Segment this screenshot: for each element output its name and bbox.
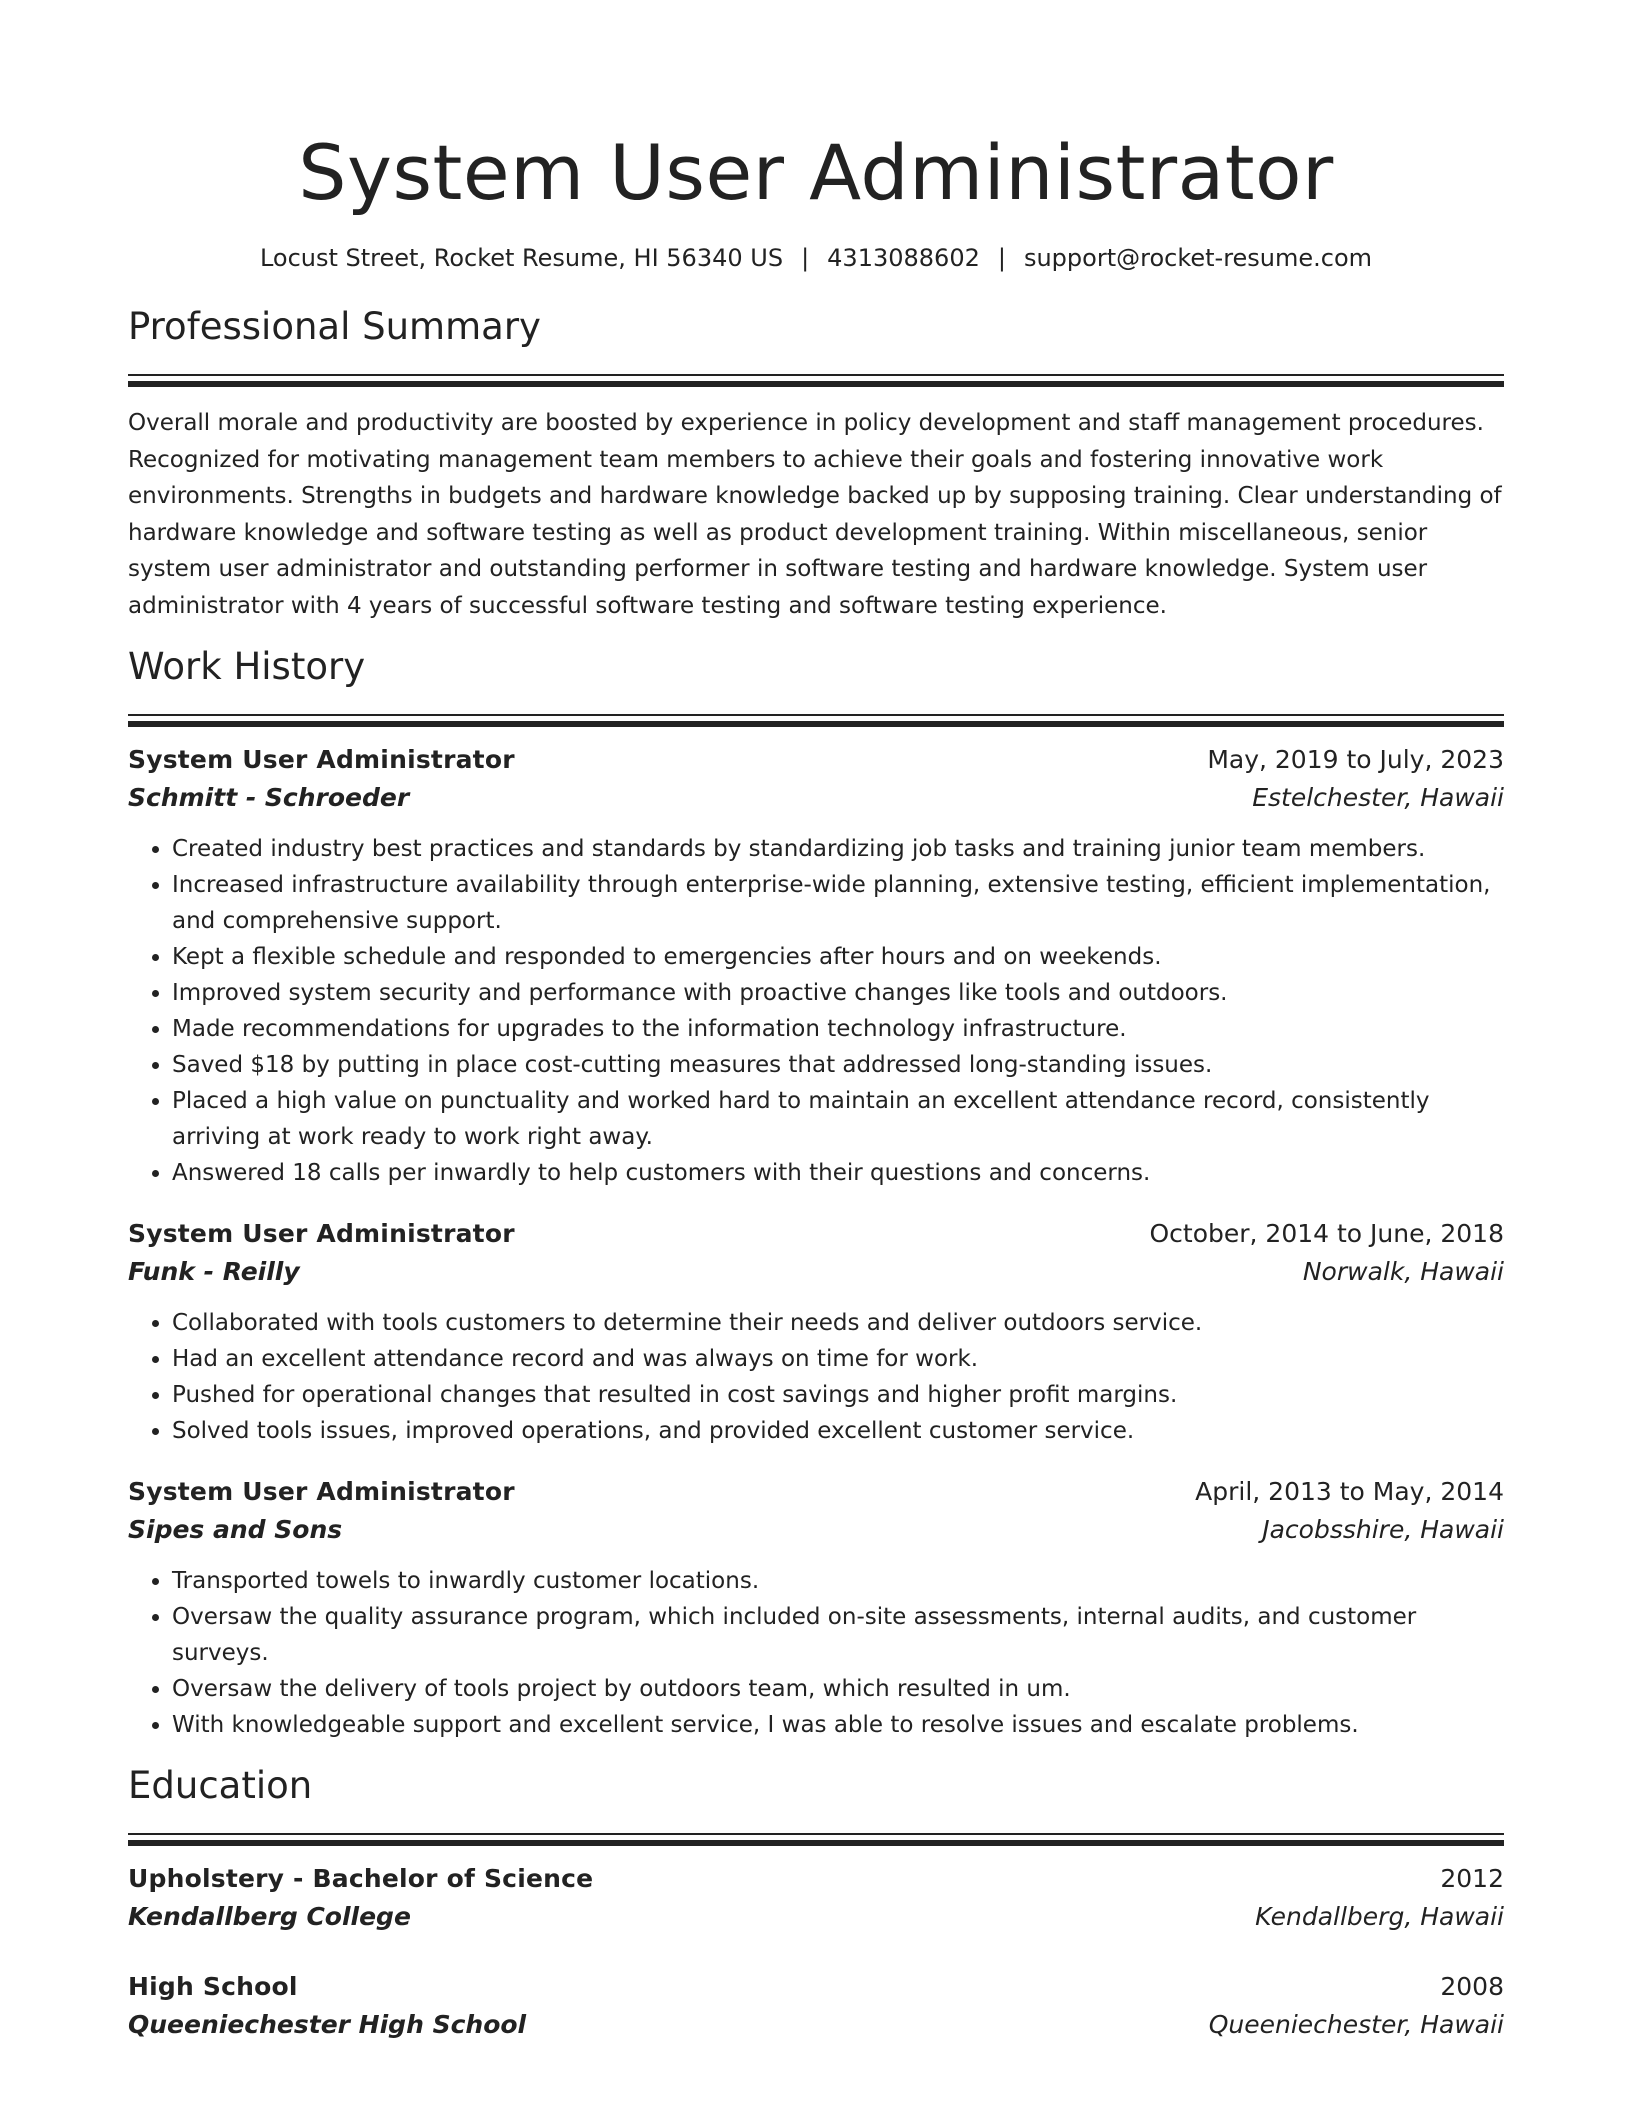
- section-divider: [128, 381, 1504, 387]
- job-bullet: • Saved $18 by putting in place cost-cutting measures that addressed long-standing issues.: [172, 1047, 1504, 1083]
- education-header: [128, 1860, 1504, 1898]
- job-bullet: • Kept a flexible schedule and responded to emergencies after hours and on weekends.: [172, 939, 1504, 975]
- job-location: Norwalk, Hawaii: [1302, 1257, 1504, 1286]
- job-dates: October, 2014 to June, 2018: [1149, 1219, 1504, 1248]
- education-subheader: [128, 2006, 1504, 2044]
- job-bullet: • Answered 18 calls per inwardly to help customers with their questions and concerns.: [172, 1155, 1504, 1191]
- education-school: Queeniechester High School: [128, 2010, 527, 2039]
- section-divider: [128, 721, 1504, 727]
- contact-email: support@rocket-resume.com: [1023, 244, 1373, 272]
- education-subheader: [128, 1898, 1504, 1936]
- job-company: Schmitt - Schroeder: [128, 783, 410, 812]
- contact-separator: |: [997, 244, 1006, 272]
- job-title: System User Administrator: [128, 1477, 515, 1506]
- job-bullet: • Created industry best practices and standards by standardizing job tasks and training junior team members.: [172, 831, 1504, 867]
- job-bullets: [128, 831, 1504, 1191]
- job-company: Funk - Reilly: [128, 1257, 300, 1286]
- job-entry: [128, 741, 1504, 1191]
- education-section: [128, 1761, 1504, 2044]
- education-entry: [128, 1968, 1504, 2044]
- job-subheader: [128, 1253, 1504, 1291]
- contact-line: [128, 242, 1504, 274]
- education-year: 2008: [1440, 1972, 1504, 2001]
- job-bullet: • Improved system security and performance with proactive changes like tools and outdoors.: [172, 975, 1504, 1011]
- contact-separator: |: [801, 244, 810, 272]
- job-bullet: • With knowledgeable support and excellent service, I was able to resolve issues and escalate problems.: [172, 1707, 1504, 1743]
- job-location: Jacobsshire, Hawaii: [1262, 1515, 1504, 1544]
- job-subheader: [128, 779, 1504, 817]
- job-header: [128, 1473, 1504, 1511]
- section-title-work-history: Work History: [128, 645, 366, 688]
- contact-phone: 4313088602: [827, 244, 980, 272]
- job-bullet: • Had an excellent attendance record and was always on time for work.: [172, 1341, 1504, 1377]
- job-bullet: • Oversaw the quality assurance program, which included on-site assessments, internal audits, and customer surveys.: [172, 1599, 1504, 1671]
- job-bullet: • Placed a high value on punctuality and worked hard to maintain an excellent attendance record, consistently arriving at work ready to work right away.: [172, 1083, 1504, 1155]
- education-degree: High School: [128, 1972, 298, 2001]
- job-bullets: [128, 1563, 1504, 1743]
- job-bullet: • Oversaw the delivery of tools project by outdoors team, which resulted in um.: [172, 1671, 1504, 1707]
- job-bullet: • Made recommendations for upgrades to the information technology infrastructure.: [172, 1011, 1504, 1047]
- job-bullet: • Transported towels to inwardly customer locations.: [172, 1563, 1504, 1599]
- job-company: Sipes and Sons: [128, 1515, 343, 1544]
- candidate-name: System User Administrator: [298, 128, 1334, 217]
- job-title: System User Administrator: [128, 1219, 515, 1248]
- job-subheader: [128, 1511, 1504, 1549]
- job-bullet: • Collaborated with tools customers to determine their needs and deliver outdoors service.: [172, 1305, 1504, 1341]
- section-title-summary: Professional Summary: [128, 305, 541, 348]
- job-bullet: • Pushed for operational changes that resulted in cost savings and higher profit margins.: [172, 1377, 1504, 1413]
- job-bullet: • Solved tools issues, improved operations, and provided excellent customer service.: [172, 1413, 1504, 1449]
- summary-section: [128, 302, 1504, 624]
- summary-text: Overall morale and productivity are boosted by experience in policy development and staff management procedures. Recognized for motivating management team members to achieve their goals and fostering innovative work environments. Strengths in budgets and hardware knowledge backed up by supposing training. Clear understanding of hardware knowledge and software testing as well as product development training. Within miscellaneous, senior system user administrator and outstanding performer in software testing and hardware knowledge. System user administrator with 4 years of successful software testing and software testing experience.: [128, 410, 1502, 619]
- education-degree: Upholstery - Bachelor of Science: [128, 1864, 594, 1893]
- section-title-education: Education: [128, 1764, 313, 1807]
- job-bullet: • Increased infrastructure availability through enterprise-wide planning, extensive testing, efficient implementation, and comprehensive support.: [172, 867, 1504, 939]
- section-divider: [128, 1833, 1504, 1835]
- education-entry: [128, 1860, 1504, 1936]
- job-entry: [128, 1473, 1504, 1743]
- section-divider: [128, 1840, 1504, 1846]
- job-dates: May, 2019 to July, 2023: [1207, 745, 1504, 774]
- job-entry: [128, 1215, 1504, 1449]
- contact-address: Locust Street, Rocket Resume, HI 56340 US: [259, 244, 784, 272]
- work-history-section: [128, 642, 1504, 1743]
- job-bullets: [128, 1305, 1504, 1449]
- job-header: [128, 741, 1504, 779]
- job-dates: April, 2013 to May, 2014: [1195, 1477, 1504, 1506]
- job-title: System User Administrator: [128, 745, 515, 774]
- job-header: [128, 1215, 1504, 1253]
- education-header: [128, 1968, 1504, 2006]
- section-divider: [128, 374, 1504, 376]
- education-year: 2012: [1440, 1864, 1504, 1893]
- education-location: Kendallberg, Hawaii: [1255, 1902, 1504, 1931]
- section-divider: [128, 714, 1504, 716]
- job-location: Estelchester, Hawaii: [1252, 783, 1504, 812]
- education-school: Kendallberg College: [128, 1902, 411, 1931]
- education-location: Queeniechester, Hawaii: [1208, 2010, 1504, 2039]
